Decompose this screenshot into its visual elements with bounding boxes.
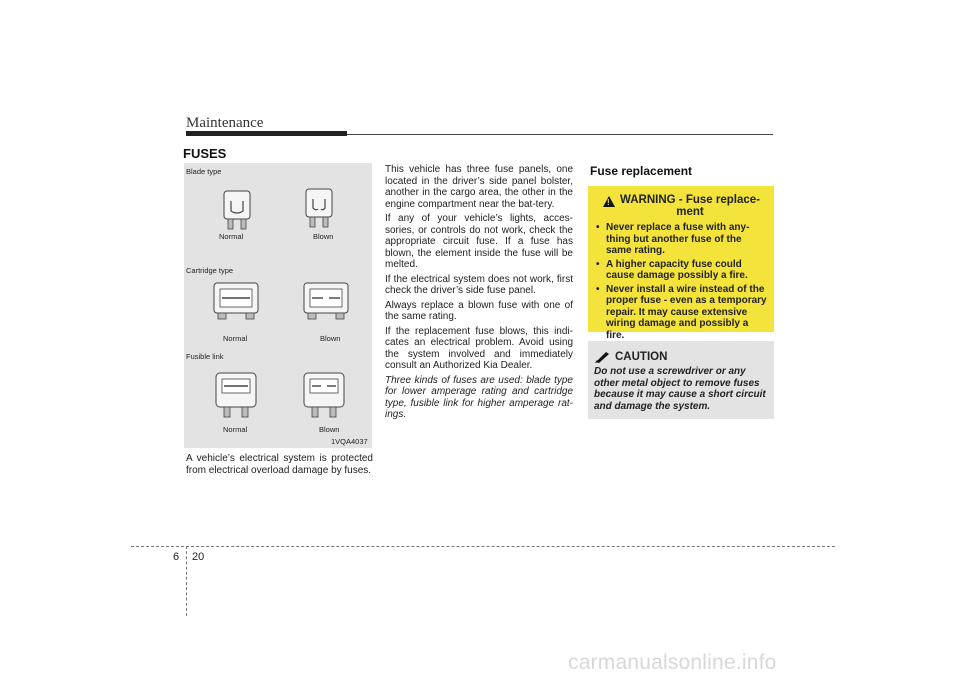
warning-item: • A higher capacity fuse could cause damage possibly a fire. <box>596 259 768 282</box>
warning-list <box>596 222 768 343</box>
caution-box <box>588 341 774 419</box>
fusible-normal-label: Normal <box>223 425 248 434</box>
chapter-title: Maintenance <box>186 115 264 131</box>
fuse-types-figure <box>184 163 372 448</box>
figure-id: 1VQA4037 <box>331 437 368 446</box>
chapter-number: 6 <box>173 551 180 563</box>
blade-fuse-blown-drawing <box>306 189 332 227</box>
fuse-info-column <box>385 164 573 424</box>
footer-rule <box>131 546 835 547</box>
blade-blown-label: Blown <box>313 232 334 241</box>
paragraph: Always replace a blown fuse with one of the same rating. <box>385 299 573 322</box>
warning-heading: WARNING - Fuse replace-ment <box>620 194 760 218</box>
caution-pencil-icon <box>594 351 610 363</box>
blade-fuse-normal-drawing <box>224 191 250 229</box>
blade-type-label: Blade type <box>186 167 222 176</box>
caution-heading: CAUTION <box>615 351 668 363</box>
fuse-types-note: Three kinds of fuses are used: blade type for lower amperage rating and cartridge type, fusible link for higher amperage rat-ings. <box>385 374 573 420</box>
warning-box <box>588 186 774 341</box>
cartridge-fuse-blown-drawing <box>304 283 348 319</box>
header-rule <box>347 134 773 135</box>
paragraph: This vehicle has three fuse panels, one located in the driver’s side panel bolster, another in the cargo area, the other in the engine compartment near the bat-tery. <box>385 164 573 210</box>
section-title: FUSES <box>183 146 227 161</box>
footer-divider <box>186 546 187 616</box>
paragraph: If the electrical system does not work, first check the driver’s side fuse panel. <box>385 273 573 296</box>
fusible-link-blown-drawing <box>304 373 344 417</box>
warning-item: • Never install a wire instead of the proper fuse - even as a temporary repair. It may cause extensive wiring damage and possibly a fire. <box>596 284 768 342</box>
cartridge-type-label: Cartridge type <box>186 266 234 275</box>
paragraph: If any of your vehicle’s lights, acces-sories, or controls do not work, check the appropriate circuit fuse. If a fuse has blown, the element inside the fuse will be melted. <box>385 213 573 270</box>
fusible-link-label: Fusible link <box>186 352 224 361</box>
header-bar <box>186 131 347 136</box>
caution-text: Do not use a screwdriver or any other metal object to remove fuses because it may cause a short circuit and damage the system. <box>594 366 766 412</box>
cartridge-normal-label: Normal <box>223 334 248 343</box>
fuse-illustration <box>184 163 372 448</box>
cartridge-fuse-normal-drawing <box>214 283 258 319</box>
warning-triangle-icon-mark: ! <box>607 198 610 207</box>
blade-normal-label: Normal <box>219 232 244 241</box>
watermark: carmanualsonline.info <box>568 651 777 674</box>
intro-paragraph: A vehicle’s electrical system is protected from electrical overload damage by fuses. <box>186 453 373 476</box>
warning-item: • Never replace a fuse with any-thing but another fuse of the same rating. <box>596 222 768 257</box>
page-number: 20 <box>192 551 205 563</box>
fusible-link-normal-drawing <box>216 373 256 417</box>
cartridge-blown-label: Blown <box>320 334 341 343</box>
fusible-blown-label: Blown <box>319 425 340 434</box>
fuse-replacement-title: Fuse replacement <box>590 164 693 178</box>
paragraph: If the replacement fuse blows, this indi-cates an electrical problem. Avoid using the system involved and immediately consult an Authorized Kia Dealer. <box>385 325 573 371</box>
